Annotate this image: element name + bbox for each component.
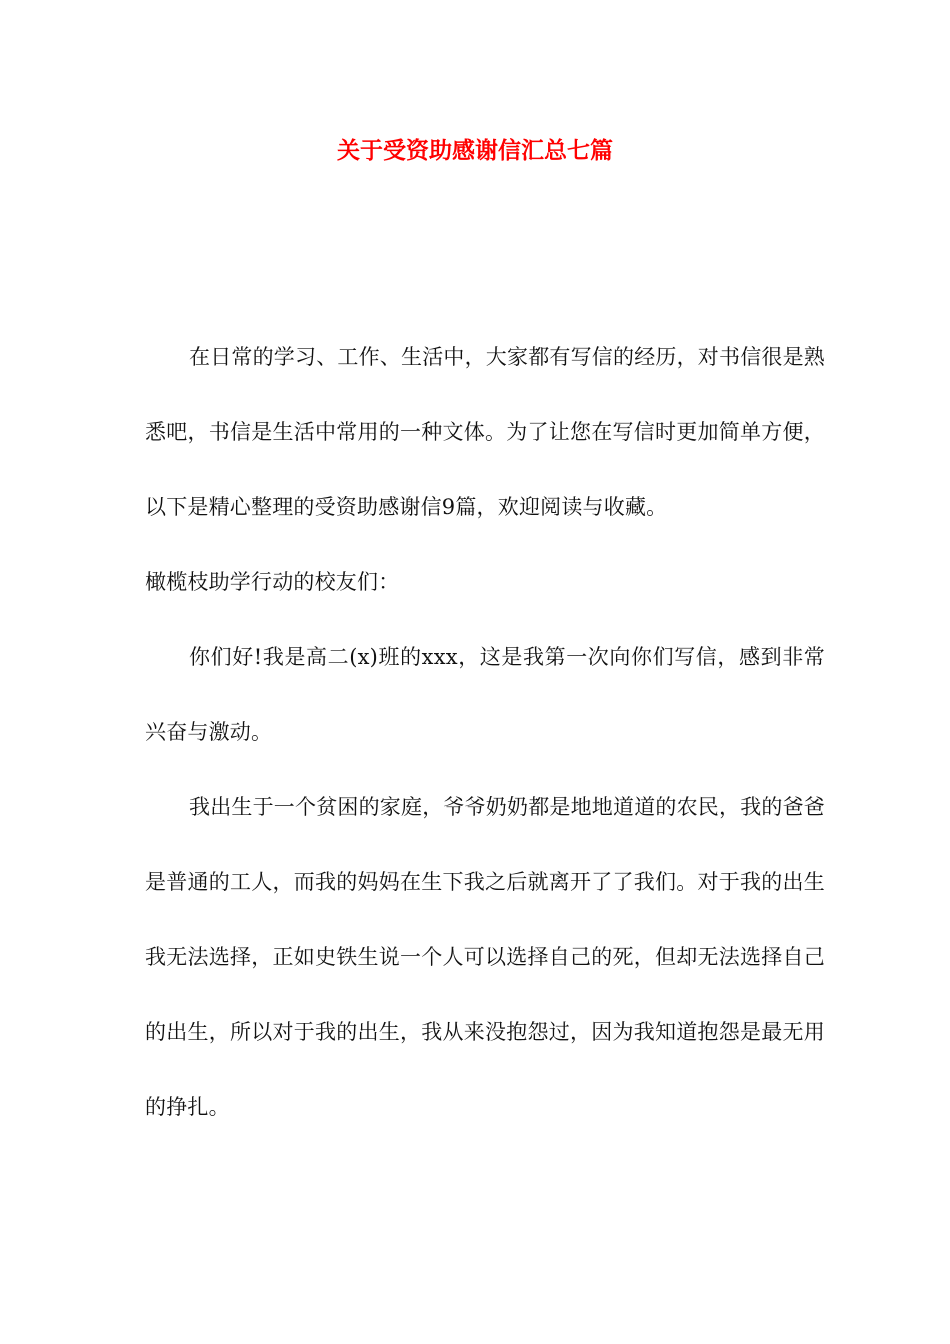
document-title: 关于受资助感谢信汇总七篇 — [337, 137, 613, 164]
background-paragraph: 我出生于一个贫困的家庭，爷爷奶奶都是地地道道的农民，我的爸爸是普通的工人，而我的妈妈在生下我之后就离开了了我们。对于我的出生我无法选择，正如史铁生说一个人可以选择自己的死，但却无法选择自己的出生，所以对于我的出生，我从来没抱怨过，因为我知道抱怨是最无用的挣扎。 — [145, 795, 825, 1119]
greeting-paragraph: 你们好!我是高二(x)班的xxx，这是我第一次向你们写信，感到非常兴奋与激动。 — [145, 645, 825, 744]
salutation: 橄榄枝助学行动的校友们： — [145, 570, 400, 594]
intro-paragraph: 在日常的学习、工作、生活中，大家都有写信的经历，对书信很是熟悉吧，书信是生活中常用的一种文体。为了让您在写信时更加简单方便，以下是精心整理的受资助感谢信9篇，欢迎阅读与收藏。 — [145, 345, 825, 519]
document-body — [145, 320, 825, 1145]
